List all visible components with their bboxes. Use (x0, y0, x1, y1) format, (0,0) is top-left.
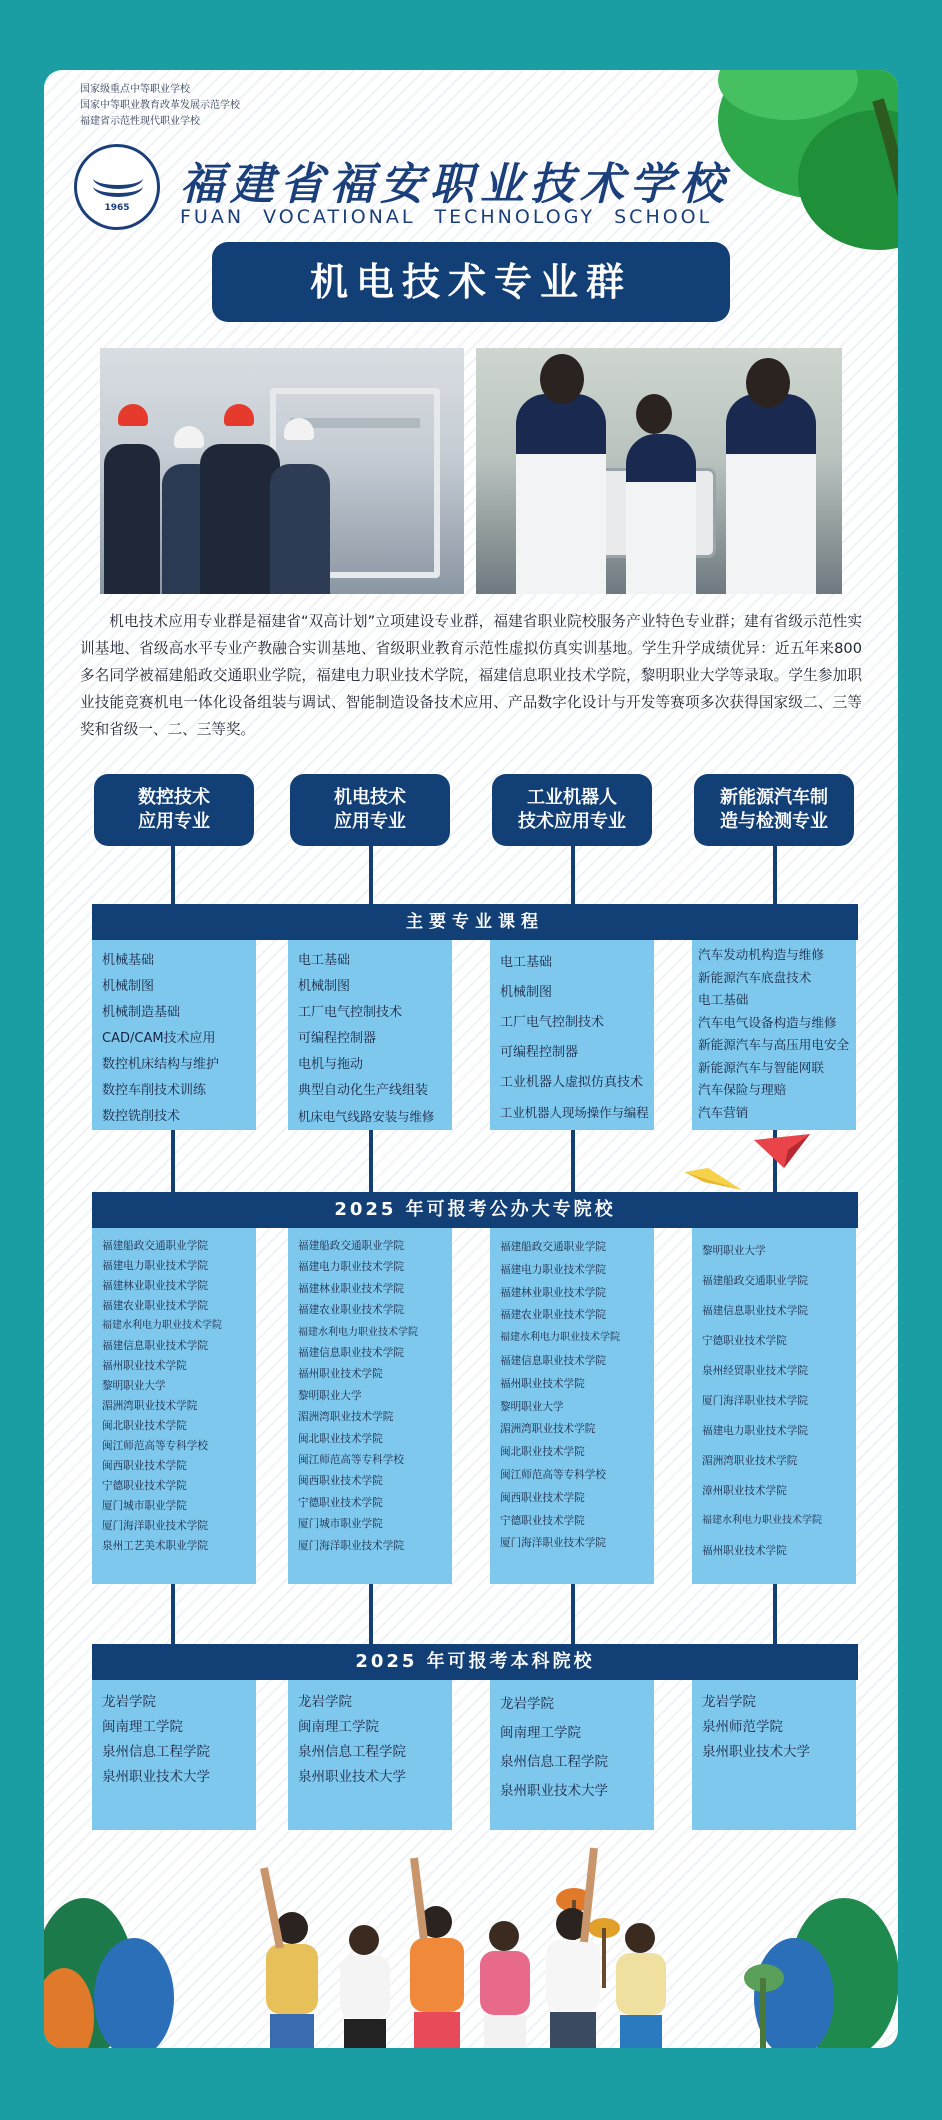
college-item: 黎明职业大学 (102, 1380, 166, 1392)
honor-line: 福建省示范性现代职业学校 (80, 116, 200, 127)
ug-item: 泉州职业技术大学 (500, 1783, 608, 1799)
course-item: 机械制造基础 (102, 1005, 181, 1020)
college-item: 闽江师范高等专科学校 (102, 1440, 208, 1452)
college-item: 闽北职业技术学院 (298, 1432, 383, 1445)
college-item: 福建信息职业技术学院 (102, 1340, 208, 1352)
colleges-header: 2025 年可报考公办大专院校 (92, 1192, 858, 1228)
college-item: 福建信息职业技术学院 (500, 1354, 606, 1367)
intro-paragraph: 机电技术应用专业群是福建省“双高计划”立项建设专业群，福建省职业院校服务产业特色专业群；建有省级示范性实训基地、省级高水平专业产教融合实训基地、省级职业教育示范性虚拟仿真实训基地。学生升学成绩优异：近五年来800多名同学被福建船政交通职业学院，福建电力职业技术学院，福建信息职业技术学院，黎明职业大学等录取。学生参加职业技能竞赛机电一体化设备组装与调试、智能制造设备技术应用、产品数字化设计与开发等赛项多次获得国家级二、三等奖和省级一、二、三等奖。 (80, 613, 862, 738)
college-item: 闽西职业技术学院 (500, 1491, 585, 1504)
college-item: 福建水利电力职业技术学院 (500, 1332, 620, 1344)
college-item: 黎明职业大学 (298, 1389, 362, 1402)
students-illustration (44, 1828, 898, 2048)
college-item: 厦门海洋职业技术学院 (702, 1395, 808, 1407)
college-item: 厦门城市职业学院 (102, 1500, 187, 1512)
course-item: 电工基础 (698, 992, 749, 1007)
ug-item: 龙岩学院 (102, 1694, 156, 1710)
ug-column (692, 1680, 856, 1830)
course-item: 新能源汽车与高压用电安全 (698, 1037, 850, 1052)
ug-column (490, 1680, 654, 1830)
course-item: 电工基础 (500, 955, 553, 970)
college-item: 黎明职业大学 (702, 1245, 766, 1257)
college-item: 福建水利电力职业技术学院 (102, 1320, 222, 1331)
ug-item: 泉州职业技术大学 (702, 1744, 810, 1760)
college-item: 福建信息职业技术学院 (298, 1347, 404, 1360)
school-logo (74, 144, 160, 230)
college-item: 福建船政交通职业学院 (702, 1275, 808, 1287)
course-item: 汽车保险与理赔 (698, 1082, 787, 1097)
course-item: 机械制图 (298, 979, 351, 994)
college-item: 福建电力职业技术学院 (298, 1261, 404, 1274)
college-item: 湄洲湾职业技术学院 (702, 1455, 798, 1467)
college-item: 闽江师范高等专科学校 (500, 1468, 606, 1481)
course-item: 工业机器人现场操作与编程 (500, 1105, 649, 1120)
ug-item: 泉州信息工程学院 (298, 1744, 406, 1760)
college-item: 闽西职业技术学院 (102, 1460, 187, 1472)
college-item: 福建林业职业技术学院 (298, 1282, 404, 1295)
college-item: 福建水利电力职业技术学院 (702, 1515, 822, 1526)
college-item: 闽北职业技术学院 (102, 1420, 187, 1432)
college-column (288, 1228, 452, 1584)
college-column (92, 1228, 256, 1584)
college-item: 湄洲湾职业技术学院 (500, 1423, 596, 1436)
ug-item: 泉州信息工程学院 (102, 1744, 210, 1760)
college-item: 福建船政交通职业学院 (298, 1240, 404, 1252)
honor-line: 国家中等职业教育改革发展示范学校 (80, 100, 240, 111)
college-item: 福建电力职业技术学院 (500, 1263, 606, 1276)
major-industrial-robot: 工业机器人 技术应用专业 (492, 774, 652, 846)
course-item: 机械制图 (500, 985, 553, 1000)
course-item: 汽车发动机构造与维修 (698, 947, 824, 962)
courses-header: 主要专业课程 (92, 904, 858, 940)
college-item: 宁德职业技术学院 (102, 1480, 187, 1492)
course-column (490, 940, 654, 1130)
college-item: 漳州职业技术学院 (702, 1485, 787, 1497)
college-item: 福建农业职业技术学院 (102, 1300, 208, 1312)
ug-item: 泉州职业技术大学 (298, 1769, 406, 1785)
college-item: 福建林业职业技术学院 (102, 1280, 208, 1292)
major-new-energy-vehicle: 新能源汽车制 造与检测专业 (694, 774, 854, 846)
course-item: 典型自动化生产线组装 (298, 1083, 429, 1098)
college-item: 闽北职业技术学院 (500, 1446, 585, 1459)
college-item: 闽江师范高等专科学校 (298, 1454, 404, 1467)
course-item: 汽车电气设备构造与维修 (698, 1014, 837, 1030)
college-item: 黎明职业大学 (500, 1400, 564, 1413)
college-item: 泉州工艺美术职业学院 (102, 1540, 208, 1552)
college-column (490, 1228, 654, 1584)
poster (44, 70, 898, 2048)
college-item: 福州职业技术学院 (298, 1368, 383, 1381)
college-item: 福建农业职业技术学院 (500, 1309, 606, 1322)
college-item: 厦门海洋职业技术学院 (500, 1537, 606, 1550)
course-item: 可编程控制器 (500, 1045, 579, 1060)
course-item: 数控铣削技术 (102, 1109, 181, 1124)
ug-column (92, 1680, 256, 1830)
college-item: 福建电力职业技术学院 (702, 1425, 808, 1437)
college-item: 厦门海洋职业技术学院 (102, 1520, 208, 1532)
ug-item: 龙岩学院 (500, 1696, 554, 1712)
college-item: 福建信息职业技术学院 (702, 1305, 808, 1317)
training-photo-workshop (100, 348, 464, 594)
college-item: 湄洲湾职业技术学院 (298, 1411, 394, 1424)
course-item: 新能源汽车底盘技术 (698, 969, 812, 985)
ug-item: 闽南理工学院 (298, 1719, 379, 1735)
college-item: 福建林业职业技术学院 (500, 1286, 606, 1299)
intro-text (80, 608, 862, 743)
college-item: 厦门海洋职业技术学院 (298, 1539, 404, 1552)
school-name-cn: 福建省福安职业技术学校 (180, 159, 730, 210)
paper-plane-icon (684, 1168, 742, 1190)
course-item: CAD/CAM技术应用 (102, 1031, 216, 1046)
training-photo-lab (476, 348, 842, 594)
college-item: 湄洲湾职业技术学院 (102, 1400, 198, 1412)
college-item: 泉州经贸职业技术学院 (702, 1365, 808, 1377)
ug-item: 龙岩学院 (298, 1694, 352, 1710)
course-item: 电机与拖动 (298, 1057, 364, 1072)
ug-item: 闽南理工学院 (102, 1719, 183, 1735)
logo-year: 1965 (104, 203, 130, 213)
college-item: 宁德职业技术学院 (500, 1514, 585, 1527)
college-item: 闽西职业技术学院 (298, 1475, 383, 1488)
ug-header: 2025 年可报考本科院校 (92, 1644, 858, 1680)
course-item: 新能源汽车与智能网联 (698, 1059, 824, 1075)
college-item: 福建船政交通职业学院 (500, 1241, 606, 1253)
course-column (692, 940, 856, 1130)
college-item: 宁德职业技术学院 (298, 1496, 383, 1509)
college-item: 福建农业职业技术学院 (298, 1304, 404, 1317)
ug-item: 泉州信息工程学院 (500, 1754, 608, 1770)
major-electromechanical: 机电技术 应用专业 (290, 774, 450, 846)
course-column (288, 940, 452, 1130)
college-item: 福州职业技术学院 (702, 1545, 787, 1557)
honor-line: 国家级重点中等职业学校 (80, 84, 190, 95)
school-honors (80, 82, 240, 130)
college-item: 福州职业技术学院 (500, 1377, 585, 1390)
course-item: 工业机器人虚拟仿真技术 (500, 1075, 644, 1090)
school-name-en: FUAN VOCATIONAL TECHNOLOGY SCHOOL (180, 206, 713, 228)
major-cnc: 数控技术 应用专业 (94, 774, 254, 846)
course-item: 机床电气线路安装与维修 (298, 1109, 435, 1124)
ug-item: 泉州职业技术大学 (102, 1769, 210, 1785)
course-item: 工厂电气控制技术 (500, 1015, 605, 1030)
course-item: 机械基础 (102, 953, 155, 968)
ug-item: 闽南理工学院 (500, 1725, 581, 1741)
college-item: 福建电力职业技术学院 (102, 1260, 208, 1272)
college-item: 宁德职业技术学院 (702, 1335, 787, 1347)
college-item: 福州职业技术学院 (102, 1360, 187, 1372)
ug-item: 龙岩学院 (702, 1694, 756, 1710)
college-column (692, 1228, 856, 1584)
college-item: 福建船政交通职业学院 (102, 1240, 208, 1252)
course-item: 工厂电气控制技术 (298, 1005, 403, 1020)
course-item: 可编程控制器 (298, 1031, 377, 1046)
ug-item: 泉州师范学院 (702, 1719, 783, 1735)
college-item: 福建水利电力职业技术学院 (298, 1326, 418, 1338)
paper-plane-icon (754, 1134, 810, 1168)
course-item: 汽车营销 (698, 1104, 749, 1120)
ug-column (288, 1680, 452, 1830)
course-item: 数控机床结构与维护 (102, 1057, 220, 1072)
course-column (92, 940, 256, 1130)
course-item: 机械制图 (102, 979, 155, 994)
page-title: 机电技术专业群 (212, 242, 730, 322)
course-item: 数控车削技术训练 (102, 1083, 207, 1098)
college-item: 厦门城市职业学院 (298, 1518, 383, 1531)
course-item: 电工基础 (298, 953, 351, 968)
